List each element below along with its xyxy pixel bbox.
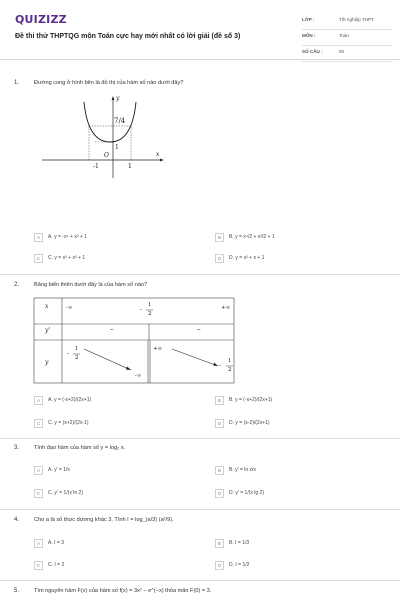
question-divider: [0, 274, 400, 275]
worksheet-meta: [302, 14, 392, 62]
meta-value: Tốt nghiệp THPT: [339, 17, 374, 22]
option-text: C. y = x³ + x² + 1: [48, 255, 86, 261]
table-y-left-sign: -: [67, 350, 70, 357]
table-sign-left: –: [110, 327, 114, 333]
option-text: A. y = (-x+2)/(2x+1): [48, 397, 92, 403]
question-number: 4.: [14, 517, 20, 523]
meta-key: LỚP :: [302, 17, 315, 22]
option-text: C. y = (x+2)/(2x-1): [48, 420, 89, 426]
option-letter: D: [215, 254, 224, 263]
question-number: 1.: [14, 80, 20, 86]
table-y-right-den: 2: [228, 367, 232, 373]
table-neg-inf: -∞: [66, 305, 73, 311]
table-sign-right: –: [197, 327, 201, 333]
question-text: Tìm nguyên hàm F(x) của hàm số f(x) = 3x² − e^(−x) thỏa mãn F(0) = 3.: [34, 588, 212, 594]
question-text: Đường cong ở hình bên là đồ thị của hàm số nào dưới đây?: [34, 80, 184, 86]
option-letter: C: [34, 561, 43, 570]
option-letter: D: [215, 561, 224, 570]
graph-label-x: x: [156, 151, 160, 158]
option-letter: B: [215, 233, 224, 242]
meta-row-class: [302, 14, 392, 30]
option-text: D. y = (x-2)/(2x+1): [229, 420, 270, 426]
question-number: 3.: [14, 445, 20, 451]
option-letter: D: [215, 489, 224, 498]
table-y-mid-bottom: -∞: [135, 373, 142, 379]
graph-label-pos1: 1: [128, 163, 132, 170]
worksheet-title: Đề thi thử THPTQG môn Toán cực hay mới nhất có lời giải (đề số 3): [15, 33, 241, 40]
option-text: A. I = 3: [48, 540, 64, 546]
option-letter: A: [34, 233, 43, 242]
meta-row-count: [302, 46, 392, 62]
question-number: 2.: [14, 282, 20, 288]
quizizz-logo: QUIZIZZ: [15, 13, 67, 26]
table-y-left-den: 2: [75, 355, 79, 361]
table-y-right-sign: -: [219, 362, 222, 369]
option-text: B. y = x⁴/2 + x²/2 + 1: [229, 234, 275, 240]
table-y-left-num: 1: [75, 346, 79, 352]
table-half-den: 2: [148, 311, 152, 317]
question-divider: [0, 509, 400, 510]
table-label-y: y: [45, 359, 49, 366]
table-label-yprime: y': [45, 327, 51, 334]
option-text: D. y = x² + x + 1: [229, 255, 265, 261]
meta-key: MÔN :: [302, 33, 316, 38]
option-letter: B: [215, 396, 224, 405]
table-y-right-num: 1: [228, 358, 232, 364]
graph-label-origin: O: [104, 152, 109, 159]
worksheet-header: [0, 0, 400, 60]
option-text: C. I = 2: [48, 562, 65, 568]
option-text: B. y' = ln x/x: [229, 467, 256, 473]
graph-label-y: y: [116, 95, 120, 102]
table-half-num: 1: [148, 302, 152, 308]
option-letter: C: [34, 489, 43, 498]
meta-value: Toán: [339, 33, 349, 38]
option-letter: A: [34, 466, 43, 475]
meta-row-subject: [302, 30, 392, 46]
option-text: A. y = -x⁴ + x² + 1: [48, 234, 87, 240]
option-text: D. I = 1/2: [229, 562, 250, 568]
table-pos-inf: +∞: [221, 305, 231, 311]
option-text: B. I = 1/3: [229, 540, 250, 546]
option-letter: D: [215, 419, 224, 428]
option-text: A. y' = 1/x: [48, 467, 70, 473]
graph-label-top: 7/4: [114, 117, 126, 125]
meta-value: 50: [339, 49, 345, 54]
question-text: Tính đạo hàm của hàm số y = log₂ x.: [34, 445, 126, 451]
option-text: C. y' = 1/(x ln 2): [48, 490, 83, 496]
option-letter: A: [34, 396, 43, 405]
graph-label-one-y: 1: [115, 144, 119, 151]
table-y-mid-top: +∞: [153, 346, 163, 352]
option-letter: B: [215, 539, 224, 548]
table-half-sign: -: [140, 306, 143, 313]
option-text: B. y = (-x+2)/(2x+1): [229, 397, 273, 403]
question-number: 5.: [14, 588, 20, 594]
option-text: D. y' = 1/(x lg 2): [229, 490, 264, 496]
graph-label-neg1: -1: [93, 163, 99, 170]
question-divider: [0, 580, 400, 581]
option-letter: C: [34, 419, 43, 428]
question-divider: [0, 438, 400, 439]
meta-key: SỐ CÂU :: [302, 49, 323, 54]
option-letter: C: [34, 254, 43, 263]
option-letter: B: [215, 466, 224, 475]
table-label-x: x: [45, 303, 49, 310]
option-letter: A: [34, 539, 43, 548]
question-text: Bảng biến thiên dưới đây là của hàm số nào?: [34, 282, 148, 288]
question-text: Cho a là số thực dương khác 3. Tính I = log_(a/3) (a²/9).: [34, 517, 174, 523]
